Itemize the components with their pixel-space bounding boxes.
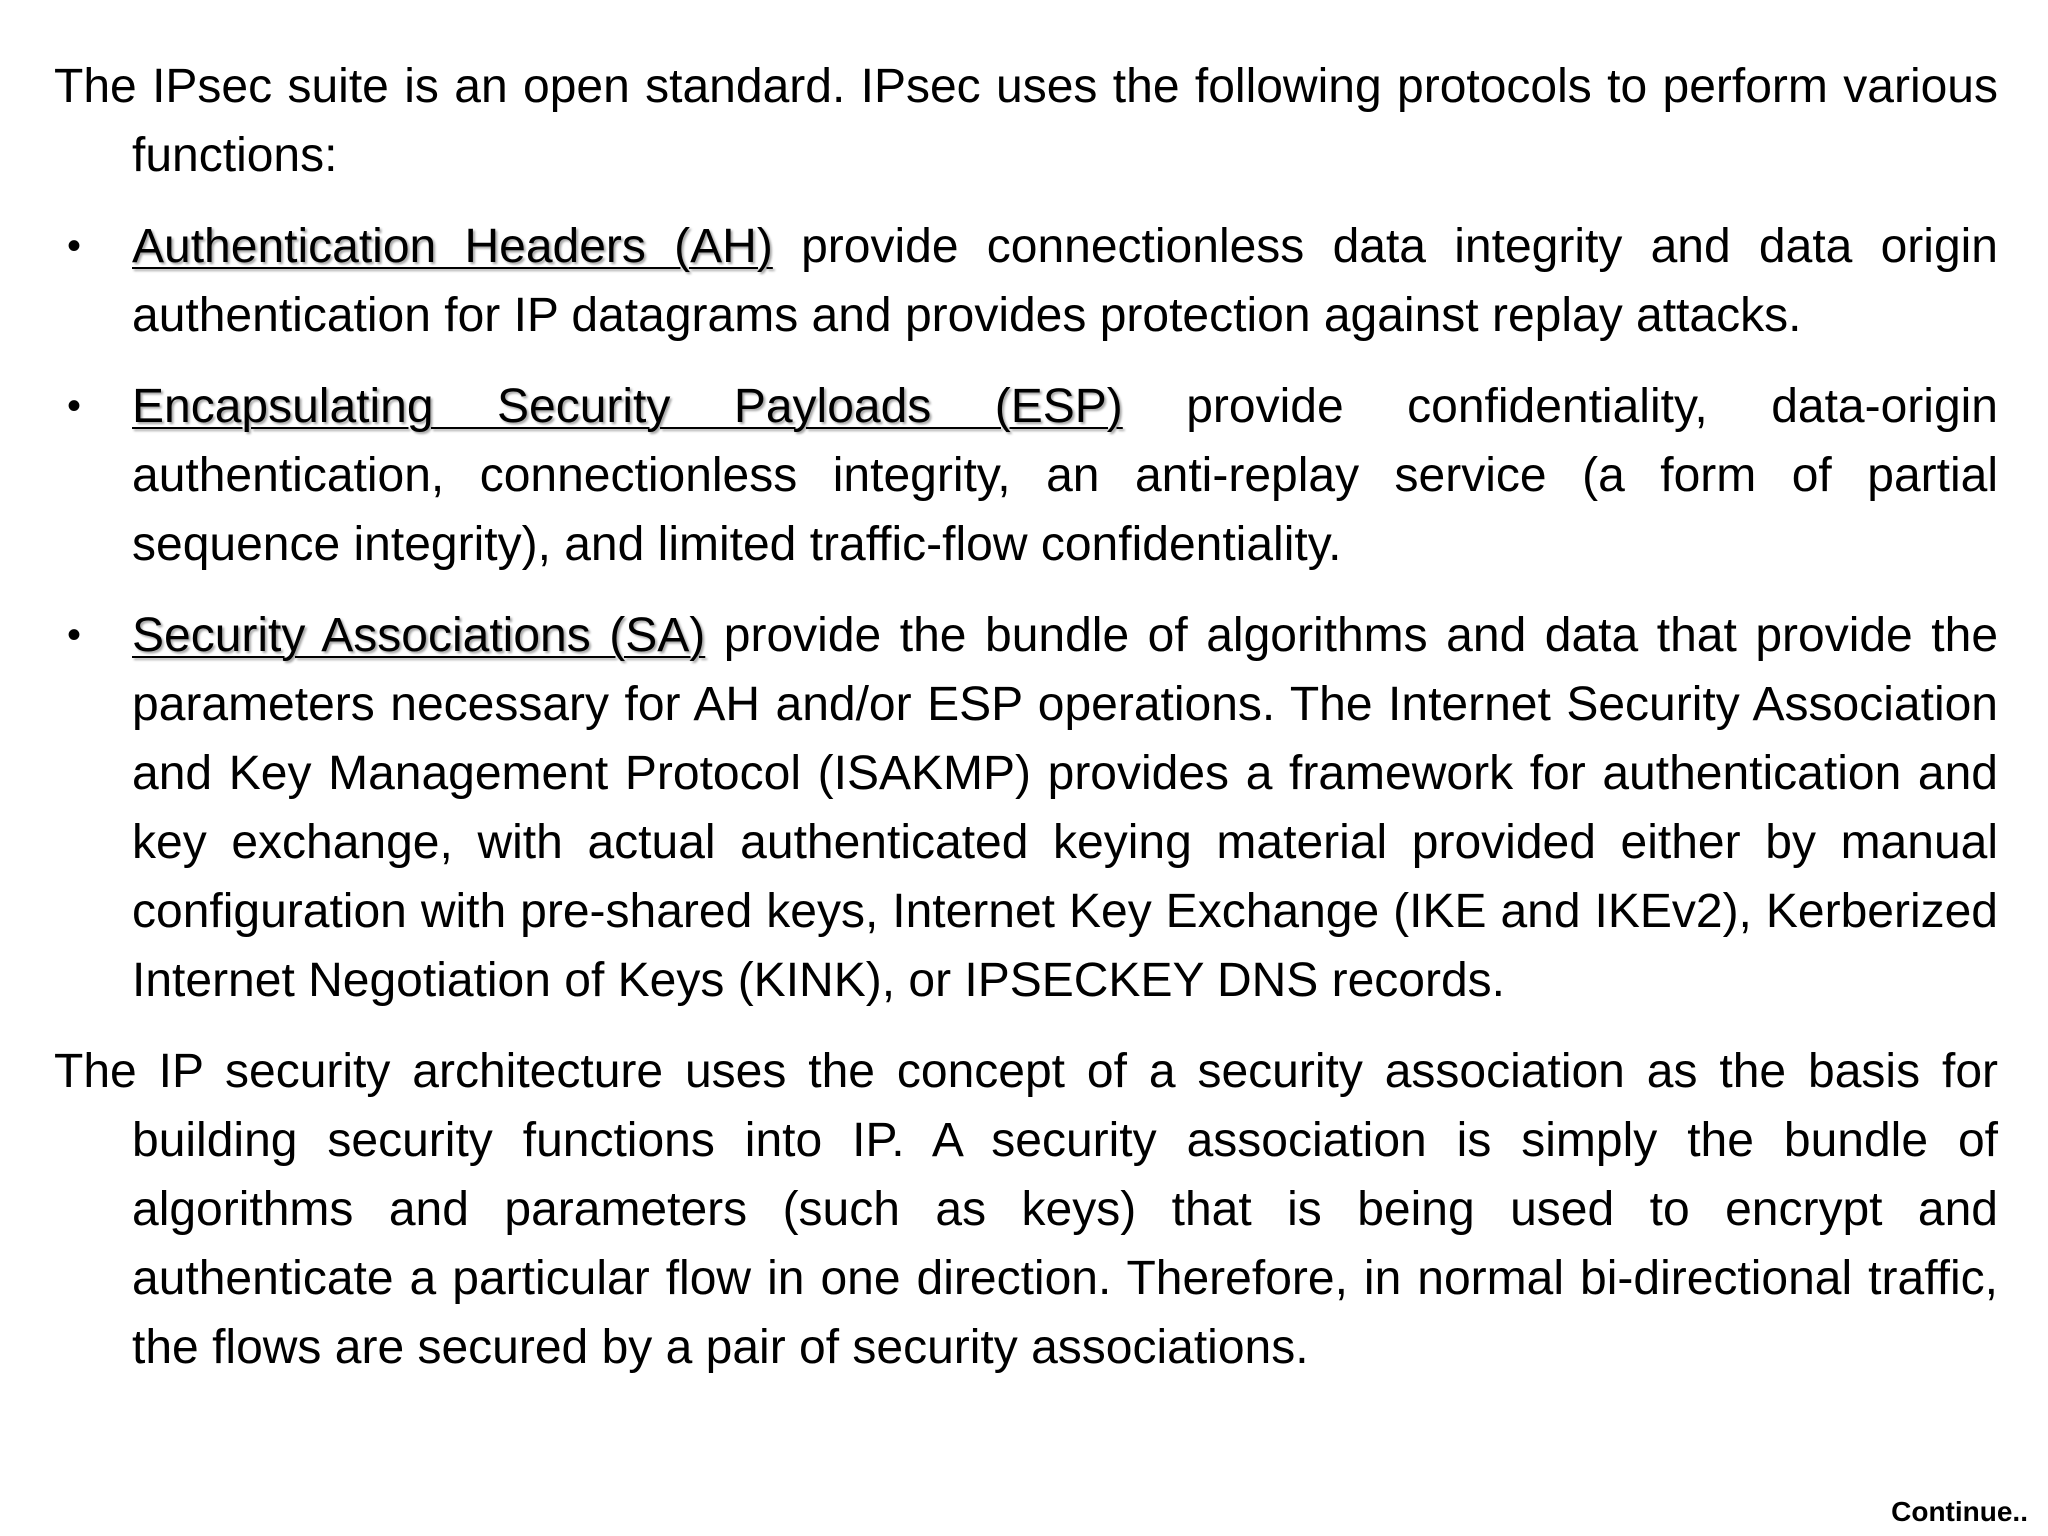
description-esp: provide confidentiality, data-origin authentication, connectionless integrity, an anti-replay service (a form of partial sequence integrity), and limited traffic-flow confidentiality. [132, 380, 1998, 571]
protocol-list [54, 212, 1998, 1015]
list-item-esp [54, 372, 1998, 579]
term-ah: Authentication Headers (AH) [132, 220, 773, 273]
continue-link[interactable]: Continue.. [1891, 1496, 2028, 1527]
list-item-sa [54, 601, 1998, 1015]
intro-paragraph: The IPsec suite is an open standard. IPsec uses the following protocols to perform various functions: [54, 60, 1998, 182]
term-esp: Encapsulating Security Payloads (ESP) [132, 380, 1123, 433]
description-sa: provide the bundle of algorithms and data that provide the parameters necessary for AH and/or ESP operations. The Internet Security Association and Key Management Protocol (ISAKMP) provides a framework for authentication and key exchange, with actual authenticated keying material provided either by manual configuration with pre-shared keys, Internet Key Exchange (IKE and IKEv2), Kerberized Internet Negotiation of Keys (KINK), or IPSECKEY DNS records. [132, 609, 1999, 1007]
outro-paragraph: The IP security architecture uses the concept of a security association as the basis for building security functions into IP. A security association is simply the bundle of algorithms and parameters (such as keys) that is being used to encrypt and authenticate a particular flow in one direction. Therefore, in normal bi-directional traffic, the flows are secured by a pair of security associations. [54, 1045, 1998, 1374]
bullet-icon: • [66, 613, 81, 657]
bullet-icon: • [66, 224, 81, 268]
bullet-icon: • [66, 384, 81, 428]
list-item-ah [54, 212, 1998, 350]
term-sa: Security Associations (SA) [132, 609, 706, 662]
description-ah: provide connectionless data integrity and data origin authentication for IP datagrams and provides protection against replay attacks. [132, 220, 1999, 342]
